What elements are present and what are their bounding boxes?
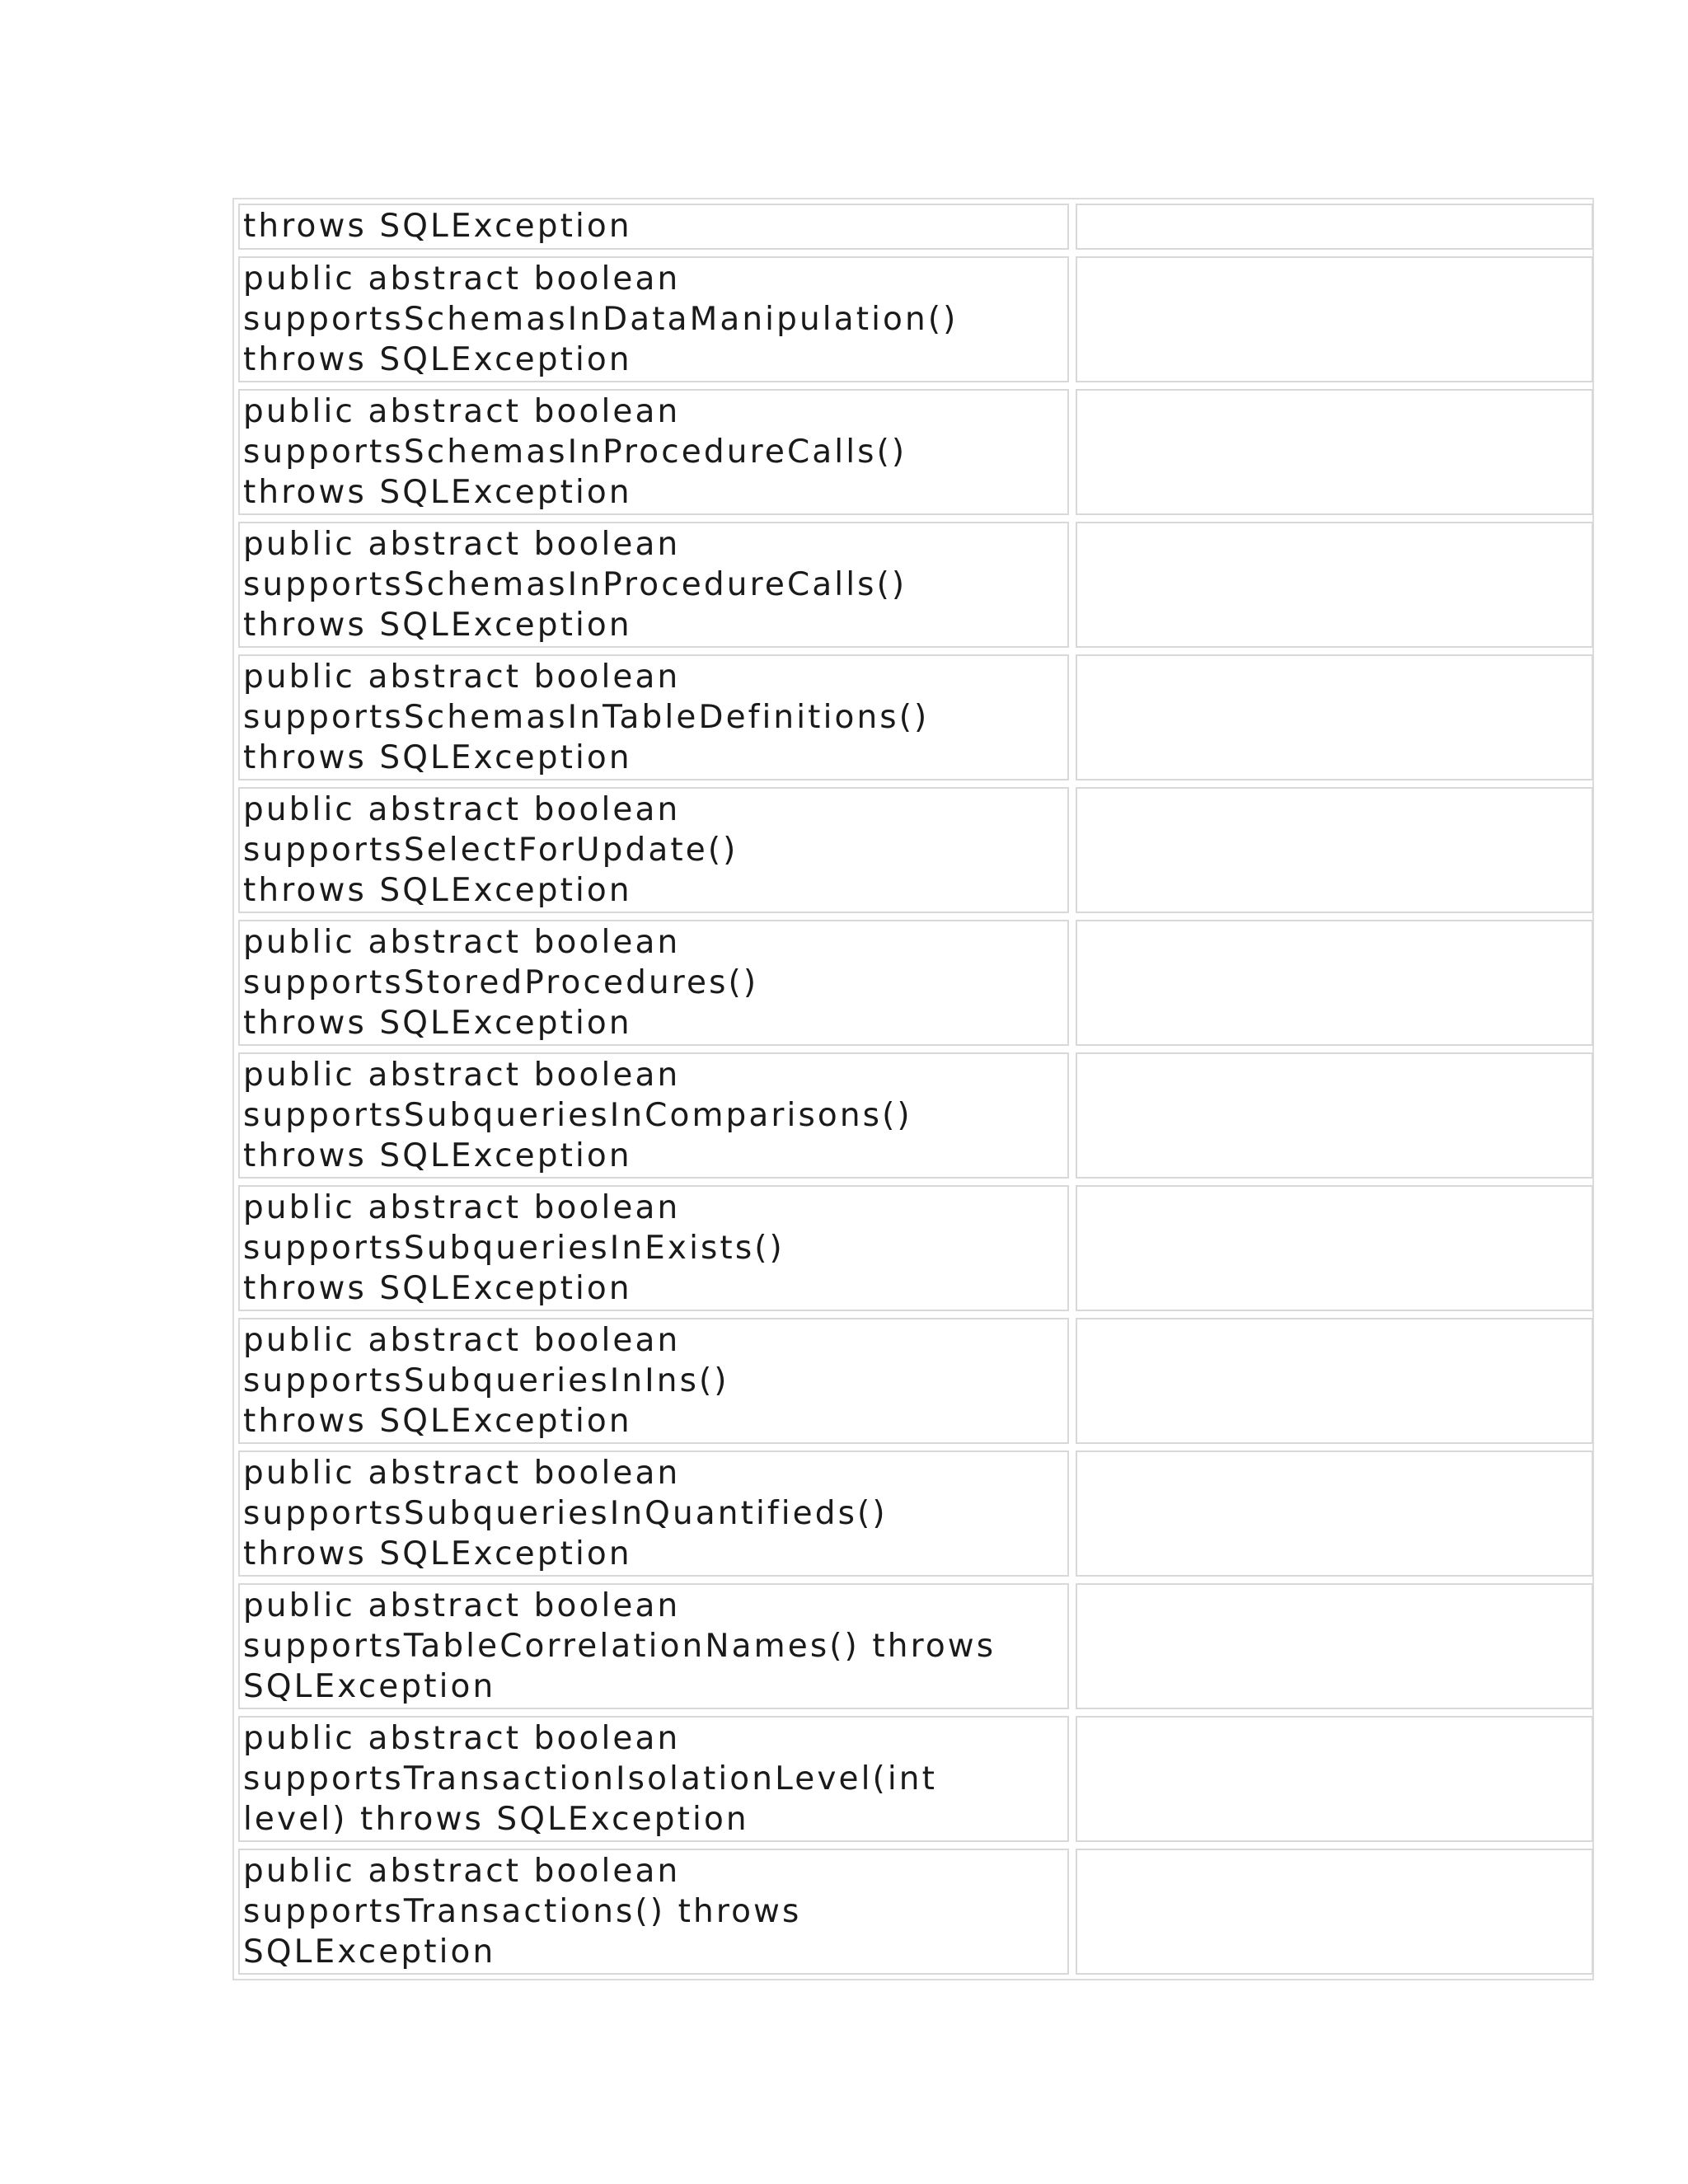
table-row <box>238 522 1593 648</box>
method-description <box>1081 921 1588 922</box>
cell-spacer <box>1069 522 1076 648</box>
table-row <box>238 787 1593 913</box>
cell-spacer <box>1069 1583 1076 1709</box>
table-row <box>238 1716 1593 1842</box>
table-row <box>238 654 1593 780</box>
cell-spacer <box>1069 1716 1076 1842</box>
method-signature-cell <box>238 204 1069 250</box>
table-row <box>238 256 1593 382</box>
method-description <box>1081 1585 1588 1586</box>
method-signature-cell <box>238 1052 1069 1179</box>
method-description <box>1081 205 1588 206</box>
cell-spacer <box>1069 1185 1076 1311</box>
cell-spacer <box>1069 204 1076 250</box>
method-description <box>1081 523 1588 524</box>
description-cell <box>1076 1716 1593 1842</box>
cell-spacer <box>1069 787 1076 913</box>
cell-spacer <box>1069 1052 1076 1179</box>
description-cell <box>1076 1052 1593 1179</box>
method-signature: public abstract boolean supportsSchemasInTableDefinitions() throws SQLException <box>243 658 930 776</box>
description-cell <box>1076 256 1593 382</box>
description-cell <box>1076 1185 1593 1311</box>
method-signature: public abstract boolean supportsStoredProcedures() throws SQLException <box>243 924 759 1042</box>
description-cell <box>1076 204 1593 250</box>
table-row <box>238 389 1593 515</box>
method-signature: public abstract boolean supportsSelectForUpdate() throws SQLException <box>243 791 738 909</box>
method-signature: public abstract boolean supportsSchemasInProcedureCalls() throws SQLException <box>243 393 907 511</box>
method-signature-cell <box>238 256 1069 382</box>
table-row <box>238 1849 1593 1975</box>
method-description <box>1081 656 1588 657</box>
method-signature: public abstract boolean supportsSubqueriesInIns() throws SQLException <box>243 1322 729 1440</box>
method-description <box>1081 1187 1588 1188</box>
method-signature: public abstract boolean supportsSchemasInDataManipulation() throws SQLException <box>243 260 959 378</box>
cell-spacer <box>1069 1451 1076 1577</box>
table-row <box>238 1583 1593 1709</box>
method-signature-cell <box>238 389 1069 515</box>
method-description <box>1081 1850 1588 1851</box>
method-signature-cell <box>238 1185 1069 1311</box>
cell-spacer <box>1069 389 1076 515</box>
cell-spacer <box>1069 654 1076 780</box>
method-description <box>1081 1319 1588 1320</box>
method-signature: public abstract boolean supportsTableCorrelationNames() throws SQLException <box>243 1587 996 1705</box>
method-signature-cell <box>238 1318 1069 1444</box>
method-signature-cell <box>238 654 1069 780</box>
method-description <box>1081 789 1588 790</box>
description-cell <box>1076 1849 1593 1975</box>
method-signature-cell <box>238 1583 1069 1709</box>
method-signature-cell <box>238 787 1069 913</box>
description-cell <box>1076 1451 1593 1577</box>
method-table-frame <box>232 198 1594 1980</box>
cell-spacer <box>1069 256 1076 382</box>
method-signature: throws SQLException <box>243 208 632 245</box>
cell-spacer <box>1069 1318 1076 1444</box>
method-description <box>1081 258 1588 259</box>
cell-spacer <box>1069 920 1076 1046</box>
method-signature: public abstract boolean supportsSubqueriesInComparisons() throws SQLException <box>243 1057 912 1174</box>
method-signature-cell <box>238 1451 1069 1577</box>
method-signature-cell <box>238 920 1069 1046</box>
table-row <box>238 1318 1593 1444</box>
description-cell <box>1076 389 1593 515</box>
table-row <box>238 1052 1593 1179</box>
description-cell <box>1076 1318 1593 1444</box>
description-cell <box>1076 787 1593 913</box>
description-cell <box>1076 920 1593 1046</box>
method-signature-cell <box>238 1849 1069 1975</box>
method-signature-cell <box>238 522 1069 648</box>
table-row <box>238 204 1593 250</box>
method-signature-cell <box>238 1716 1069 1842</box>
cell-spacer <box>1069 1849 1076 1975</box>
method-signature: public abstract boolean supportsTransactions() throws SQLException <box>243 1853 802 1971</box>
method-signature: public abstract boolean supportsTransactionIsolationLevel(int level) throws SQLException <box>243 1720 937 1838</box>
method-table <box>238 197 1593 1981</box>
method-signature: public abstract boolean supportsSubqueriesInQuantifieds() throws SQLException <box>243 1455 888 1572</box>
method-signature: public abstract boolean supportsSubqueriesInExists() throws SQLException <box>243 1189 785 1307</box>
table-row <box>238 920 1593 1046</box>
method-description <box>1081 1054 1588 1055</box>
description-cell <box>1076 654 1593 780</box>
description-cell <box>1076 1583 1593 1709</box>
table-row <box>238 1185 1593 1311</box>
description-cell <box>1076 522 1593 648</box>
method-description <box>1081 1452 1588 1453</box>
table-row <box>238 1451 1593 1577</box>
method-signature: public abstract boolean supportsSchemasInProcedureCalls() throws SQLException <box>243 526 907 644</box>
